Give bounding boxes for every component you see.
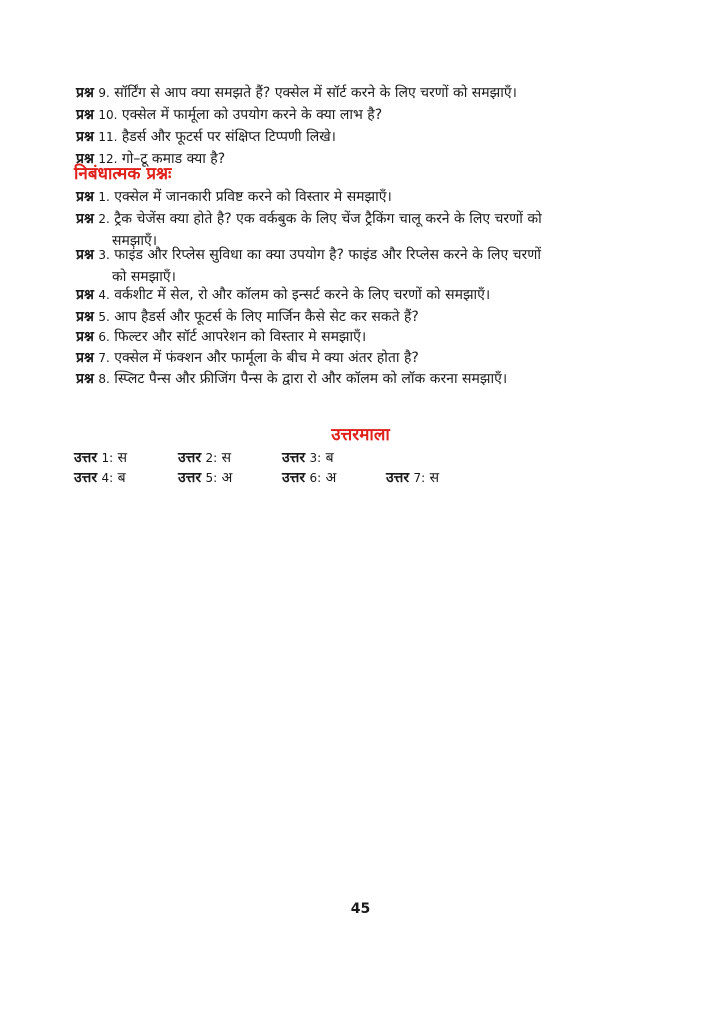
question-text: सॉर्टिंग से आप क्या समझते हैं? एक्सेल में सॉर्ट करने के लिए चरणों को समझाएँ। xyxy=(114,85,517,101)
question-number: 10. xyxy=(98,108,118,122)
question-text: फाइंड और रिप्लेस सुविधा का क्या उपयोग है? फाइंड और रिप्लेस करने के लिए चरणों xyxy=(114,247,542,263)
answer-label: उत्तर xyxy=(282,470,306,486)
answer-label: उत्तर xyxy=(178,470,202,486)
question-label: प्रश्न xyxy=(76,107,94,123)
question-number: 2. xyxy=(98,212,110,226)
question-text: एक्सेल में फंक्शन और फार्मूला के बीच मे क्या अंतर होता है? xyxy=(114,350,419,366)
page-number: 45 xyxy=(350,901,371,917)
answer-number: 6: xyxy=(309,471,322,485)
question-11 xyxy=(76,126,643,148)
essay-question-3 xyxy=(76,244,643,288)
answer-number: 7: xyxy=(413,471,426,485)
question-label: प्रश्न xyxy=(76,350,94,366)
essay-question-6 xyxy=(76,326,643,348)
answer-label: उत्तर xyxy=(74,450,98,466)
essay-question-8 xyxy=(76,368,643,390)
answer-value: अ xyxy=(221,470,233,486)
answer-value: स xyxy=(117,450,128,466)
question-number: 12. xyxy=(98,152,118,166)
question-text: ट्रैक चेजेंस क्या होते है? एक वर्कबुक के लिए चेंज ट्रैकिंग चालू करने के लिए चरणों को xyxy=(114,211,542,227)
answer-value: अ xyxy=(325,470,337,486)
answer-3 xyxy=(282,448,334,468)
question-text: एक्सेल में फार्मूला को उपयोग करने के क्या लाभ है? xyxy=(121,107,383,123)
question-number: 1. xyxy=(98,190,110,204)
question-label: प्रश्न xyxy=(76,287,94,303)
question-9 xyxy=(76,82,643,104)
answer-label: उत्तर xyxy=(282,450,306,466)
answer-value: ब xyxy=(117,470,126,486)
question-number: 5. xyxy=(98,310,110,324)
answer-4 xyxy=(74,468,126,488)
question-text: स्प्लिट पैन्स और फ्रीजिंग पैन्स के द्वारा रो और कॉलम को लॉक करना समझाएँ। xyxy=(114,371,508,387)
answer-label: उत्तर xyxy=(178,450,202,466)
answer-value: स xyxy=(221,450,232,466)
essay-question-7 xyxy=(76,347,643,369)
essay-questions-heading: निबंधात्मक प्रश्नः xyxy=(74,164,172,184)
question-label: प्रश्न xyxy=(76,329,94,345)
answer-1 xyxy=(74,448,127,468)
answer-value: स xyxy=(429,470,440,486)
answer-number: 1: xyxy=(101,451,114,465)
question-text: वर्कशीट में सेल, रो और कॉलम को इन्सर्ट करने के लिए चरणों को समझाएँ। xyxy=(114,287,491,303)
essay-question-5 xyxy=(76,306,643,328)
question-text: फिल्टर और सॉर्ट आपरेशन को विस्तार मे समझाएँ। xyxy=(114,329,367,345)
answer-key-title: उत्तरमाला xyxy=(331,425,390,445)
question-label: प्रश्न xyxy=(76,247,94,263)
question-label: प्रश्न xyxy=(76,211,94,227)
question-number: 4. xyxy=(98,288,110,302)
answer-6 xyxy=(282,468,336,488)
question-text-continuation: समझाएँ। xyxy=(112,233,158,249)
answer-label: उत्तर xyxy=(74,470,98,486)
answer-number: 3: xyxy=(309,451,322,465)
question-number: 7. xyxy=(98,351,110,365)
question-number: 3. xyxy=(98,248,110,262)
question-number: 9. xyxy=(98,86,110,100)
answer-number: 4: xyxy=(101,471,114,485)
question-label: प्रश्न xyxy=(76,151,94,167)
question-text: गो–टू कमाड क्या है? xyxy=(121,151,226,167)
question-text: एक्सेल में जानकारी प्रविष्ट करने को विस्तार मे समझाएँ। xyxy=(114,189,392,205)
question-label: प्रश्न xyxy=(76,371,94,387)
answer-number: 5: xyxy=(205,471,218,485)
essay-question-4 xyxy=(76,284,643,306)
question-label: प्रश्न xyxy=(76,309,94,325)
question-10 xyxy=(76,104,643,126)
question-text: हैडर्स और फूटर्स पर संक्षिप्त टिप्पणी लिखे। xyxy=(121,129,336,145)
answer-7 xyxy=(386,468,439,488)
essay-question-1 xyxy=(76,186,643,208)
question-label: प्रश्न xyxy=(76,129,94,145)
question-number: 6. xyxy=(98,330,110,344)
answer-number: 2: xyxy=(205,451,218,465)
question-number: 8. xyxy=(98,372,110,386)
question-text-continuation: को समझाएँ। xyxy=(112,269,176,285)
question-number: 11. xyxy=(98,130,118,144)
answer-label: उत्तर xyxy=(386,470,410,486)
answer-2 xyxy=(178,448,231,468)
question-label: प्रश्न xyxy=(76,85,94,101)
answer-value: ब xyxy=(325,450,334,466)
question-label: प्रश्न xyxy=(76,189,94,205)
answer-5 xyxy=(178,468,232,488)
question-text: आप हैडर्स और फूटर्स के लिए मार्जिन कैसे सेट कर सकते हैं? xyxy=(114,309,419,325)
